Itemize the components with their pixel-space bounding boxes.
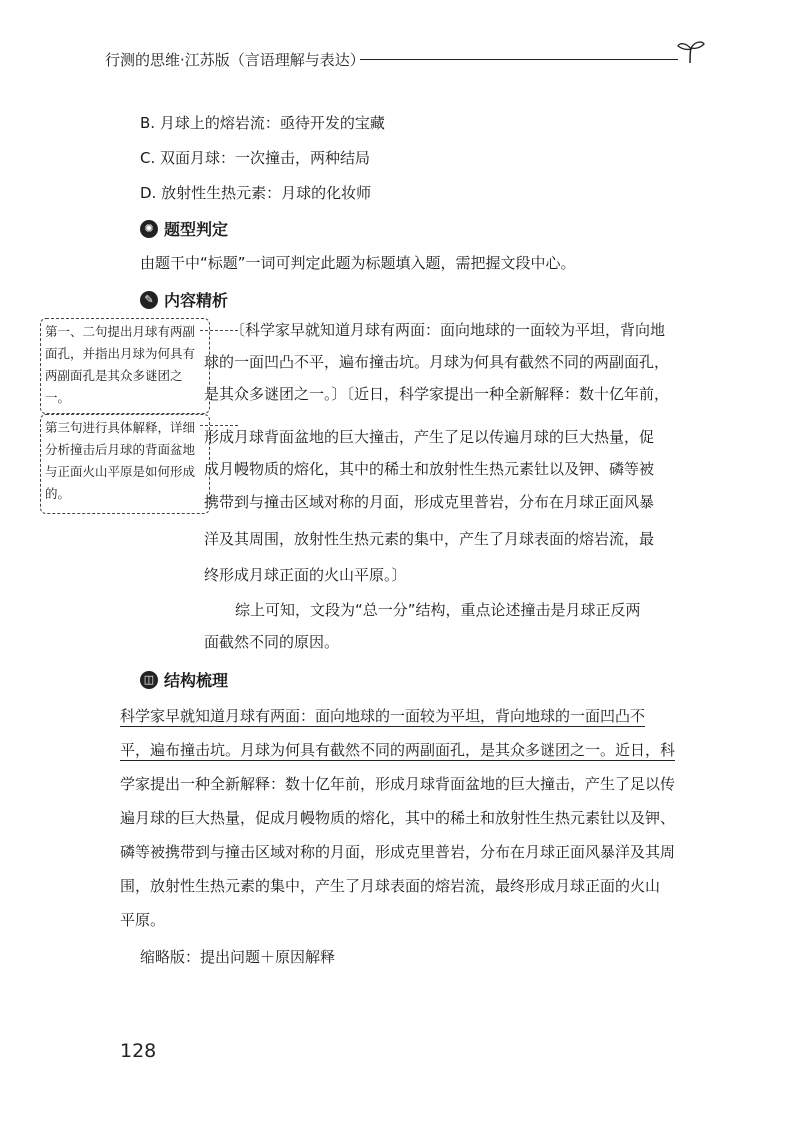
structure-icon: ◫ [140, 671, 158, 689]
structure-line: 学家提出一种全新解释：数十亿年前，形成月球背面盆地的巨大撞击，产生了足以传 [120, 775, 676, 793]
section-heading-structure [140, 668, 228, 691]
section-heading-type [140, 217, 228, 240]
structure-underlined-text: 科学家早就知道月球有两面：面向地球的一面较为平坦，背向地球的一面凹凸不 [120, 707, 646, 725]
structure-line: 平原。 [120, 911, 166, 929]
page-number: 128 [120, 1040, 157, 1062]
content-line: 成月幔物质的熔化，其中的稀土和放射性生热元素钍以及钾、磷等被 [204, 460, 655, 478]
structure-underlined-text: 平，遍布撞击坑。月球为何具有截然不同的两副面孔，是其众多谜团之一。近日，科 [120, 741, 676, 759]
section-title-content: 内容精析 [164, 291, 229, 310]
option-d: D. 放射性生热元素：月球的化妆师 [140, 184, 372, 202]
structure-line: 围，放射性生热元素的集中，产生了月球表面的熔岩流，最终形成月球正面的火山 [120, 877, 661, 895]
running-header: 行测的思维·江苏版（言语理解与表达） [105, 51, 365, 69]
summary-line: 面截然不同的原因。 [204, 633, 340, 651]
content-line: 球的一面凹凸不平，遍布撞击坑。月球为何具有截然不同的两副面孔， [204, 353, 670, 371]
section-title-structure: 结构梳理 [164, 671, 229, 690]
content-line: 〔科学家早就知道月球有两面：面向地球的一面较为平坦，背向地 [230, 321, 666, 339]
sprout-icon [676, 38, 706, 64]
structure-line: 遍月球的巨大热量，促成月幔物质的熔化，其中的稀土和放射性生热元素钍以及钾、 [120, 809, 676, 827]
structure-line [120, 738, 675, 762]
side-note-2: 第三句进行具体解释，详细分析撞击后月球的背面盆地与正面火山平原是如何形成的。 [40, 414, 210, 514]
structure-line: 磷等被携带到与撞击区域对称的月面，形成克里普岩，分布在月球正面风暴洋及其周 [120, 843, 676, 861]
content-line: 是其众多谜团之一。〕〔近日，科学家提出一种全新解释：数十亿年前， [204, 385, 670, 403]
content-line: 终形成月球正面的火山平原。〕 [204, 566, 407, 584]
section-heading-content [140, 288, 228, 311]
section-title-type: 题型判定 [164, 220, 229, 239]
condensed-version: 缩略版：提出问题＋原因解释 [140, 948, 336, 966]
gear-icon: ✺ [140, 220, 158, 238]
pen-icon: ✎ [140, 291, 158, 309]
option-c: C. 双面月球：一次撞击，两种结局 [140, 149, 371, 167]
content-line: 形成月球背面盆地的巨大撞击，产生了足以传遍月球的巨大热量，促 [204, 428, 655, 446]
summary-line: 综上可知，文段为“总一分”结构，重点论述撞击是月球正反两 [235, 601, 641, 619]
structure-line [120, 704, 645, 728]
header-rule [360, 59, 678, 60]
type-judgement-text: 由题干中“标题”一词可判定此题为标题填入题，需把握文段中心。 [140, 254, 576, 272]
content-line: 洋及其周围，放射性生热元素的集中，产生了月球表面的熔岩流，最 [204, 530, 655, 548]
side-note-1: 第一、二句提出月球有两副面孔，并指出月球为何具有两副面孔是其众多谜团之一。 [40, 318, 210, 414]
option-b: B. 月球上的熔岩流：亟待开发的宝藏 [140, 114, 385, 132]
content-line: 携带到与撞击区域对称的月面，形成克里普岩，分布在月球正面风暴 [204, 493, 655, 511]
